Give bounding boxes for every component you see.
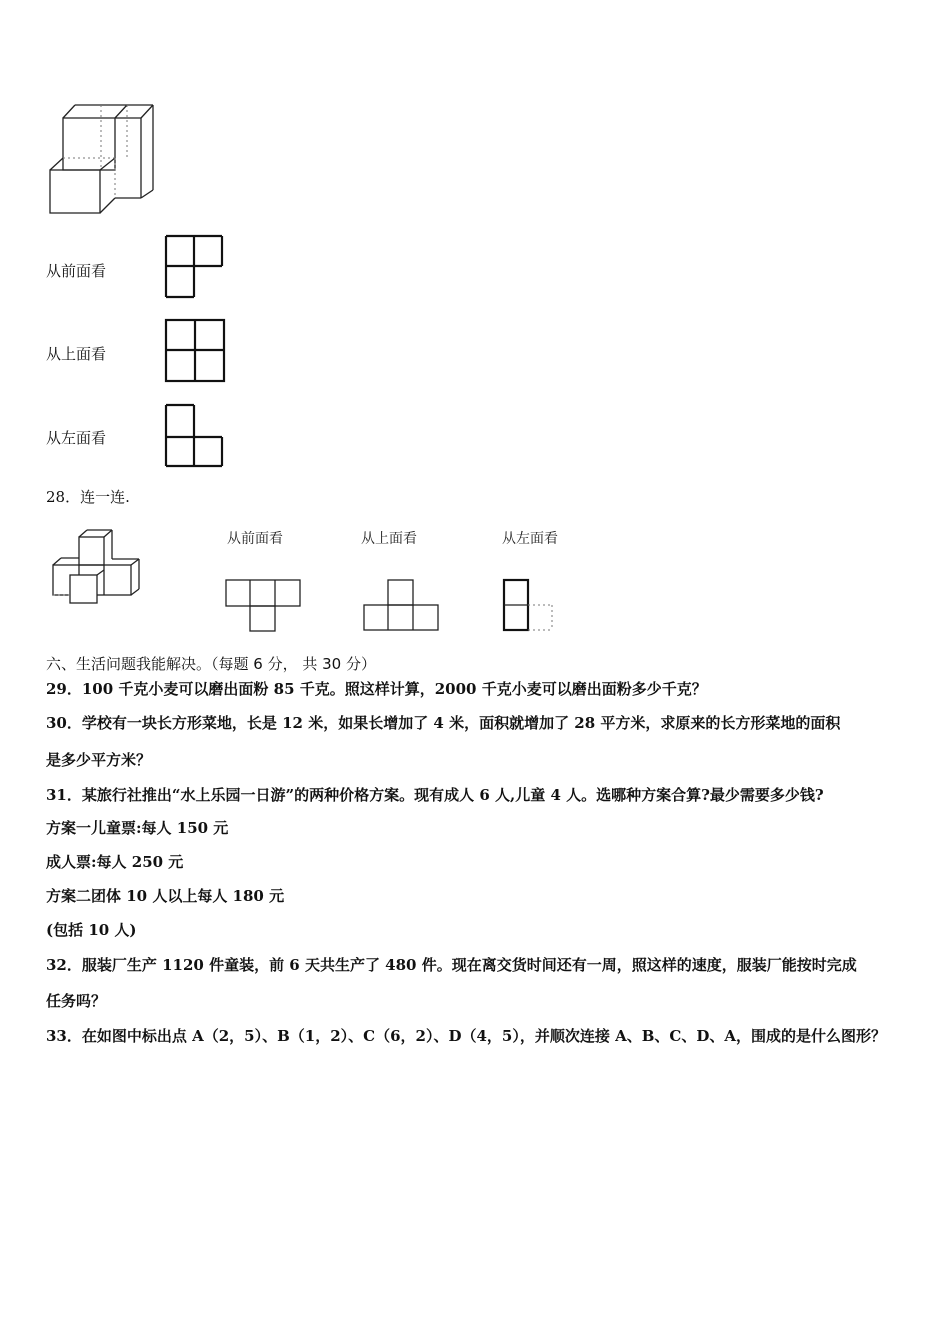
- q28-view-l-shape: [502, 578, 558, 634]
- q28-view-t-shape: [224, 578, 304, 634]
- cube-stack-figure: [45, 100, 160, 220]
- section-6-title: 六、生活问题我能解决。（每题 6 分， 共 30 分）: [46, 655, 376, 673]
- question-32-line2: 任务吗？: [46, 992, 107, 1010]
- question-31-plan1-adult: 成人票:每人 250 元: [46, 853, 184, 871]
- question-28: [46, 487, 130, 507]
- question-28-text: 连一连.: [80, 488, 130, 506]
- view-label-left: 从左面看: [46, 429, 107, 447]
- question-31: 31．某旅行社推出“水上乐园一日游”的两种价格方案。现有成人 6 人,儿童 4 人。选哪种方案合算?最少需要多少钱?: [46, 786, 824, 804]
- question-32-line1: 32．服装厂生产 1120 件童装，前 6 天共生产了 480 件。现在离交货时间还有一周，照这样的速度，服装厂能按时完成: [46, 956, 857, 974]
- view-label-front: 从前面看: [46, 262, 107, 280]
- question-31-plan2-note: (包括 10 人): [46, 921, 137, 939]
- q28-caption-top: 从上面看: [361, 531, 417, 547]
- question-30-line1: 30．学校有一块长方形菜地，长是 12 米，如果长增加了 4 米，面积就增加了 28 平方米，求原来的长方形菜地的面积: [46, 714, 841, 732]
- question-31-plan2: 方案二团体 10 人以上每人 180 元: [46, 887, 285, 905]
- question-28-number: 28．: [46, 488, 81, 506]
- q28-solid-figure: [48, 527, 148, 607]
- front-view-grid: [164, 234, 226, 300]
- question-31-plan1-child: 方案一儿童票:每人 150 元: [46, 819, 229, 837]
- q28-view-inverted-t: [362, 578, 442, 634]
- question-30-line2: 是多少平方米？: [46, 751, 152, 769]
- q28-caption-front: 从前面看: [227, 531, 283, 547]
- q28-caption-left: 从左面看: [502, 531, 558, 547]
- view-label-top: 从上面看: [46, 345, 107, 363]
- question-29: 29．100 千克小麦可以磨出面粉 85 千克。照这样计算，2000 千克小麦可以磨出面粉多少千克？: [46, 680, 707, 698]
- question-33: 33．在如图中标出点 A（2，5）、B（1，2）、C（6，2）、D（4，5），并顺次连接 A、B、C、D、A，围成的是什么图形？: [46, 1027, 886, 1045]
- top-view-grid: [164, 318, 228, 384]
- left-view-grid: [164, 403, 226, 469]
